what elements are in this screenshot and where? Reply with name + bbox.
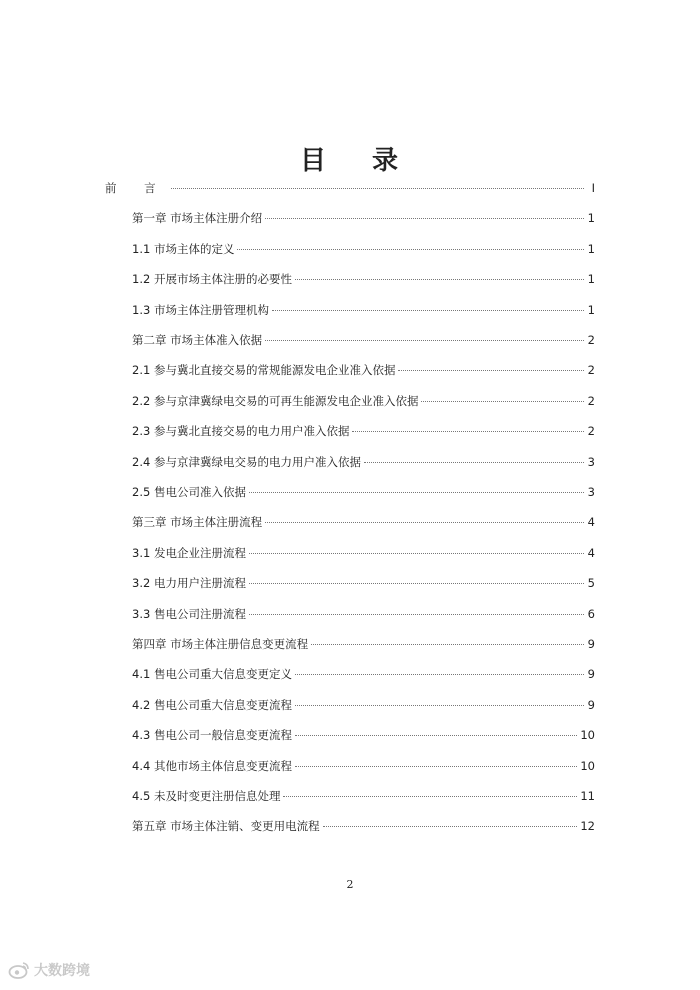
toc-entry-page: 4 — [587, 515, 595, 530]
toc-entry-label: 3.1 发电企业注册流程 — [132, 545, 246, 560]
toc-leader-dots — [171, 187, 584, 189]
toc-leader-dots — [272, 309, 584, 311]
toc-leader-dots — [265, 521, 584, 523]
toc-leader-dots — [398, 369, 584, 371]
toc-entry-label: 3.2 电力用户注册流程 — [132, 576, 246, 591]
toc-entry[interactable] — [132, 391, 595, 411]
watermark — [8, 960, 90, 980]
toc-entry-label: 第一章 市场主体注册介绍 — [132, 211, 263, 226]
title-char-mu: 目 — [299, 146, 328, 176]
toc-entry-label: 2.3 参与冀北直接交易的电力用户准入依据 — [132, 424, 350, 439]
toc-entry-label: 4.2 售电公司重大信息变更流程 — [132, 697, 292, 712]
toc-entry-page: 10 — [580, 758, 595, 773]
toc-entry[interactable] — [132, 634, 595, 654]
toc-entry-page: 12 — [580, 819, 595, 834]
toc-entry-label: 第五章 市场主体注销、变更用电流程 — [132, 819, 320, 834]
toc-entry[interactable] — [132, 360, 595, 380]
toc-entry[interactable] — [132, 756, 595, 776]
toc-leader-dots — [311, 643, 584, 645]
toc-leader-dots — [237, 248, 584, 250]
toc-entry-label: 1.1 市场主体的定义 — [132, 241, 235, 256]
toc-leader-dots — [265, 339, 584, 341]
toc-leader-dots — [295, 278, 584, 280]
toc-entry[interactable] — [132, 300, 595, 320]
toc-entry-label: 第二章 市场主体准入依据 — [132, 333, 263, 347]
toc-entry-label: 4.3 售电公司一般信息变更流程 — [132, 728, 292, 743]
toc-entry-page: 1 — [587, 241, 595, 256]
toc-entry-label: 4.4 其他市场主体信息变更流程 — [132, 758, 292, 773]
watermark-text: 大数跨境 — [34, 963, 90, 979]
toc-entry[interactable] — [132, 664, 595, 684]
toc-entry-label: 2.1 参与冀北直接交易的常规能源发电企业准入依据 — [132, 363, 396, 378]
toc-entry[interactable] — [132, 482, 595, 502]
toc-leader-dots — [295, 765, 577, 767]
toc-entry[interactable] — [132, 695, 595, 715]
toc-entry-label: 第四章 市场主体注册信息变更流程 — [132, 637, 309, 651]
page-title — [0, 140, 700, 177]
toc-entry-page: 11 — [580, 789, 595, 803]
toc-entry-label: 2.2 参与京津冀绿电交易的可再生能源发电企业准入依据 — [132, 393, 419, 408]
toc-entry[interactable] — [132, 786, 595, 806]
toc-leader-dots — [323, 825, 578, 827]
toc-entry[interactable] — [132, 725, 595, 745]
toc-entry[interactable] — [132, 512, 595, 532]
toc-entry[interactable] — [132, 816, 595, 836]
toc-entry-page: 1 — [587, 302, 595, 317]
toc-entry-page: 2 — [587, 363, 595, 378]
toc-entry-page: 9 — [587, 697, 595, 712]
toc-entry-page: 9 — [587, 637, 595, 651]
toc-entry-label: 1.3 市场主体注册管理机构 — [132, 302, 269, 317]
toc-leader-dots — [249, 491, 584, 493]
toc-entry-label: 第三章 市场主体注册流程 — [132, 515, 263, 530]
toc-entry-page: 9 — [587, 667, 595, 682]
title-char-lu: 录 — [372, 146, 401, 176]
toc-leader-dots — [283, 795, 577, 797]
toc-entry-label: 4.5 未及时变更注册信息处理 — [132, 789, 281, 803]
toc-leader-dots — [249, 582, 584, 584]
toc-entry[interactable] — [132, 573, 595, 593]
toc-entry[interactable] — [132, 452, 595, 472]
toc-leader-dots — [295, 673, 584, 675]
toc-leader-dots — [295, 734, 577, 736]
toc-entry[interactable] — [132, 208, 595, 228]
toc-entry-page: 5 — [587, 576, 595, 591]
toc-entry-page: 2 — [587, 424, 595, 439]
toc-entry-label: 3.3 售电公司注册流程 — [132, 606, 246, 621]
toc-entry-page: 3 — [587, 454, 595, 469]
toc-leader-dots — [295, 704, 584, 706]
toc-entry-label: 1.2 开展市场主体注册的必要性 — [132, 272, 292, 287]
toc-leader-dots — [421, 400, 584, 402]
toc-entry-page: 2 — [587, 333, 595, 347]
toc-entry-page: 1 — [587, 211, 595, 226]
toc-entry[interactable] — [132, 239, 595, 259]
toc-entry-page: 6 — [587, 606, 595, 621]
toc-entry-page: 3 — [587, 485, 595, 499]
toc-entry[interactable] — [132, 330, 595, 350]
toc-leader-dots — [249, 552, 584, 554]
toc-entry-preface[interactable] — [105, 178, 595, 198]
toc-entry[interactable] — [132, 604, 595, 624]
toc-entry-page: 1 — [587, 272, 595, 287]
toc-entry-label: 前 言 — [105, 181, 168, 195]
weibo-logo-icon — [8, 961, 30, 979]
toc-entry-page: 10 — [580, 728, 595, 743]
page-number: 2 — [346, 878, 354, 891]
toc-entry-label: 4.1 售电公司重大信息变更定义 — [132, 667, 292, 682]
toc-entry-page: 4 — [587, 545, 595, 560]
toc-entry-label: 2.4 参与京津冀绿电交易的电力用户准入依据 — [132, 454, 361, 469]
toc-entry-label: 2.5 售电公司准入依据 — [132, 485, 246, 499]
toc-leader-dots — [265, 217, 584, 219]
toc-leader-dots — [364, 461, 584, 463]
toc-entry[interactable] — [132, 421, 595, 441]
toc-entry-page: I — [591, 181, 595, 195]
toc-leader-dots — [249, 613, 584, 615]
toc-leader-dots — [352, 430, 584, 432]
toc-entry-page: 2 — [587, 393, 595, 408]
toc-entry[interactable] — [132, 543, 595, 563]
toc-entry[interactable] — [132, 269, 595, 289]
